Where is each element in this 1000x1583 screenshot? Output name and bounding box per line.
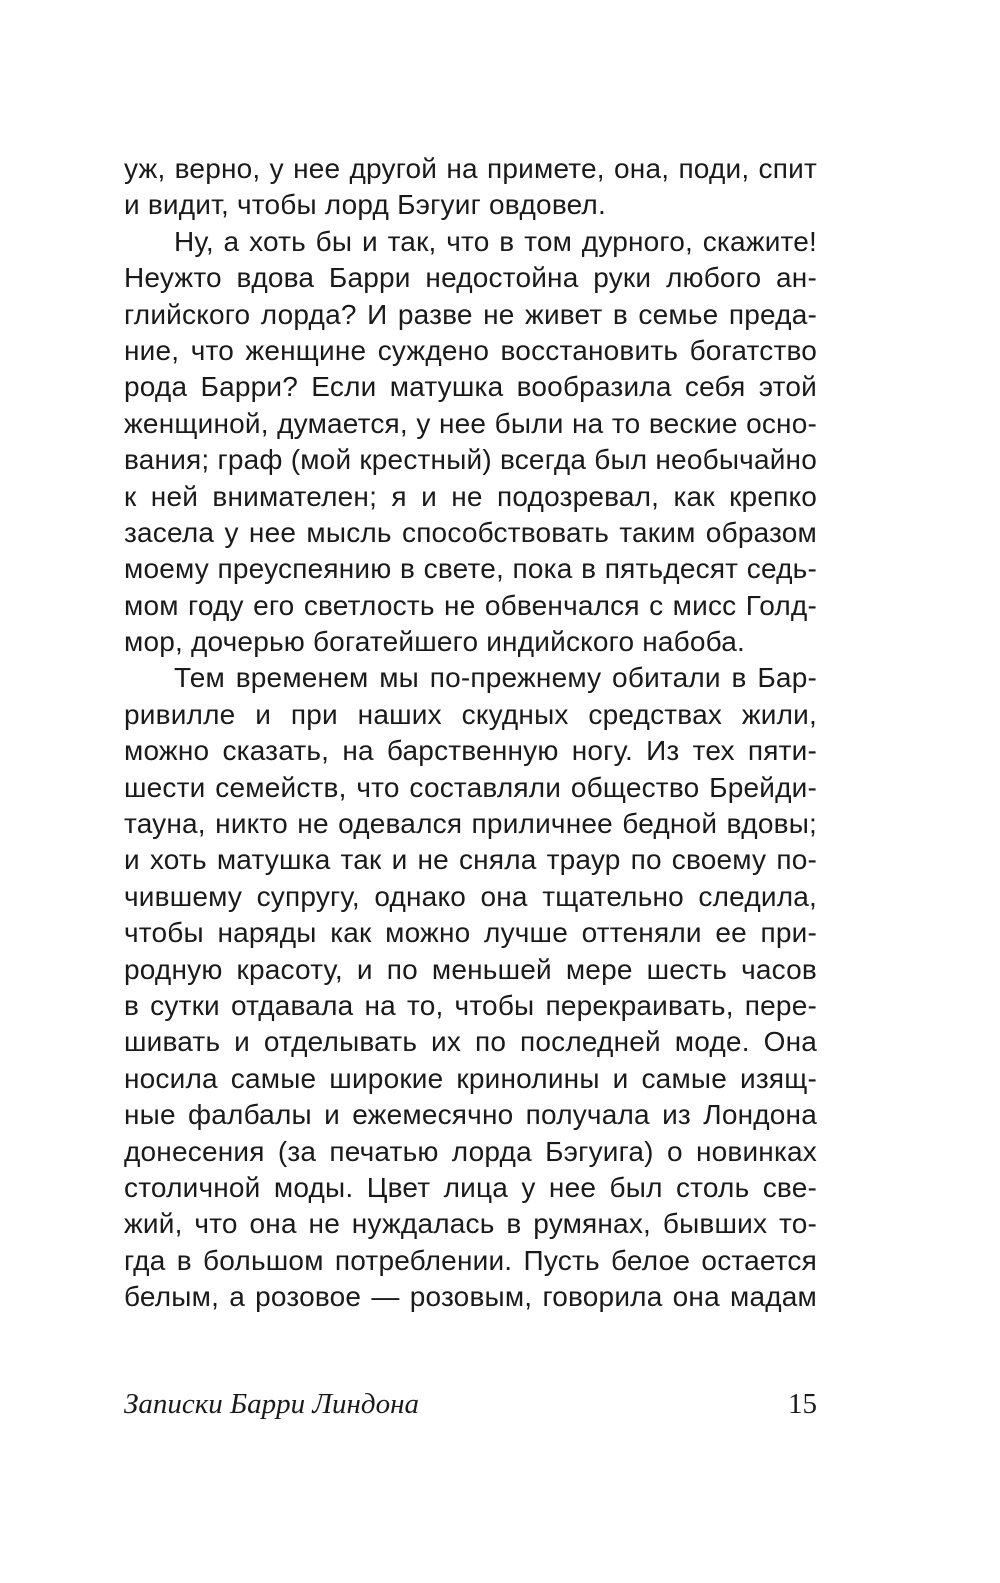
- text-line: носила самые широкие кринолины и самые изящ-: [124, 1062, 817, 1094]
- text-line: столичной моды. Цвет лица у нее был столь све-: [124, 1171, 817, 1203]
- text-line: шивать и отделывать их по последней моде. Она: [124, 1026, 817, 1058]
- text-line: к ней внимателен; я и не подозревал, как крепко: [124, 480, 817, 512]
- body-text: [124, 151, 817, 1316]
- text-line: моему преуспеянию в свете, пока в пятьдесят седь-: [124, 553, 817, 585]
- text-line: и хоть матушка так и не сняла траур по своему по-: [124, 844, 817, 876]
- text-line: и видит, чтобы лорд Бэгуиг овдовел.: [124, 189, 606, 221]
- text-line: вания; граф (мой крестный) всегда был необычайно: [124, 444, 817, 476]
- text-line: ные фалбалы и ежемесячно получала из Лондона: [124, 1099, 817, 1131]
- text-line: мор, дочерью богатейшего индийского набоба.: [124, 626, 746, 658]
- text-line: ривилле и при наших скудных средствах жили,: [124, 698, 817, 730]
- text-line: глийского лорда? И разве не живет в семье преда-: [124, 298, 817, 330]
- text-line: гда в большом потреблении. Пусть белое остается: [124, 1244, 817, 1276]
- text-line: ние, что женщине суждено восстановить богатство: [124, 334, 817, 366]
- text-line: уж, верно, у нее другой на примете, она, поди, спит: [124, 153, 817, 184]
- page-number: 15: [788, 1388, 817, 1420]
- text-line: родную красоту, и по меньшей мере шесть часов: [124, 953, 817, 985]
- text-line: жий, что она не нуждалась в румянах, бывших то-: [124, 1208, 817, 1240]
- text-line: в сутки отдавала на то, чтобы перекраивать, пере-: [124, 989, 817, 1021]
- page-footer: [124, 1386, 817, 1422]
- text-line: Тем временем мы по-прежнему обитали в Бар-: [174, 662, 817, 694]
- text-line: засела у нее мысль способствовать таким образом: [124, 516, 817, 548]
- running-title: Записки Барри Линдона: [124, 1388, 419, 1420]
- text-line: можно сказать, на барственную ногу. Из тех пяти-: [124, 735, 817, 767]
- text-line: чтобы наряды как можно лучше оттеняли ее при-: [124, 917, 817, 949]
- text-line: женщиной, думается, у нее были на то веские осно-: [124, 407, 817, 439]
- text-line: белым, а розовое — розовым, говорила она мадам: [124, 1281, 817, 1313]
- text-line: донесения (за печатью лорда Бэгуига) о новинках: [124, 1135, 817, 1167]
- text-line: мом году его светлость не обвенчался с мисс Голд-: [124, 589, 817, 621]
- text-line: Неужто вдова Барри недостойна руки любого ан-: [124, 262, 817, 294]
- text-line: чившему супругу, однако она тщательно следила,: [124, 880, 817, 912]
- text-line: рода Барри? Если матушка вообразила себя этой: [124, 371, 817, 403]
- text-line: Ну, а хоть бы и так, что в том дурного, скажите!: [174, 225, 817, 257]
- text-line: шести семейств, что составляли общество Брейди-: [124, 771, 817, 803]
- text-line: тауна, никто не одевался приличнее бедной вдовы;: [124, 808, 817, 840]
